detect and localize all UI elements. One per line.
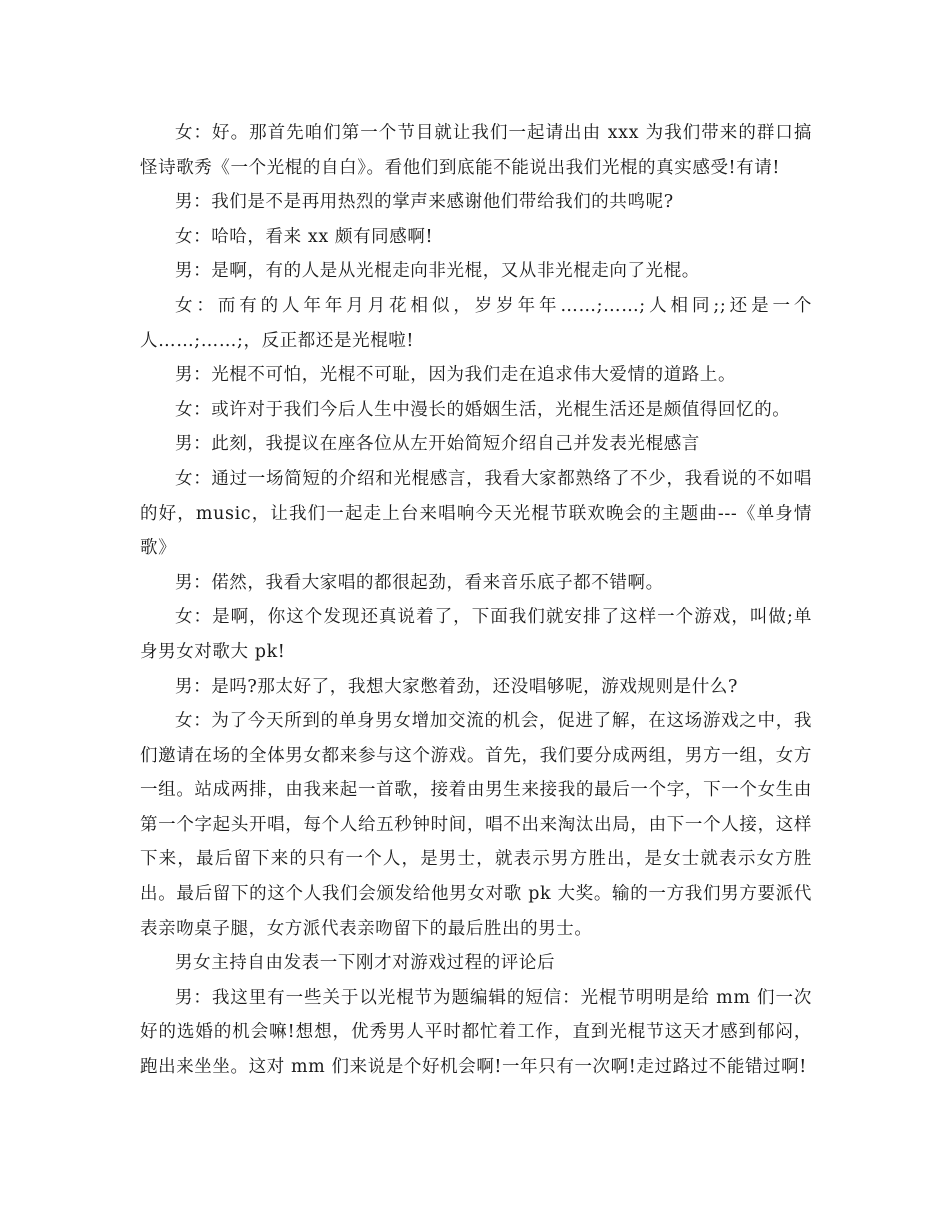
paragraph-7: 女：或许对于我们今后人生中漫长的婚姻生活，光棍生活还是颇值得回忆的。 xyxy=(175,399,791,420)
paragraph-8: 男：此刻，我提议在座各位从左开始简短介绍自己并发表光棍感言 xyxy=(175,434,700,455)
paragraph-15: 男：我这里有一些关于以光棍节为题编辑的短信：光棍节明明是给 mm 们一次好的选婚的机会嘛!想想，优秀男人平时都忙着工作，直到光棍节这天才感到郁闷，跑出来坐坐。这对 mm 们来说是个好机会啊!一年只有一次啊!走过路过不能错过啊! xyxy=(140,987,812,1078)
document-body xyxy=(140,116,812,1085)
paragraph-5: 女：而有的人年年月月花相似，岁岁年年……;……;人相同;;还是一个人……;……;，反正都还是光棍啦! xyxy=(140,295,812,351)
paragraph-1: 女：好。那首先咱们第一个节目就让我们一起请出由 xxx 为我们带来的群口搞怪诗歌秀《一个光棍的自白》。看他们到底能不能说出我们光棍的真实感受!有请! xyxy=(140,123,812,178)
paragraph-3: 女：哈哈，看来 xx 颇有同感啊! xyxy=(175,226,434,247)
paragraph-4: 男：是啊，有的人是从光棍走向非光棍，又从非光棍走向了光棍。 xyxy=(175,261,700,282)
paragraph-13: 女：为了今天所到的单身男女增加交流的机会，促进了解，在这场游戏之中，我们邀请在场的全体男女都来参与这个游戏。首先，我们要分成两组，男方一组，女方一组。站成两排，由我来起一首歌，接着由男生来接我的最后一个字，下一个女生由第一个字起头开唱，每个人给五秒钟时间，唱不出来淘汰出局，由下一个人接，这样下来，最后留下来的只有一个人，是男士，就表示男方胜出，是女士就表示女方胜出。最后留下的这个人我们会颁发给他男女对歌 pk 大奖。输的一方我们男方要派代表亲吻桌子腿，女方派代表亲吻留下的最后胜出的男士。 xyxy=(140,711,812,939)
paragraph-11: 女：是啊，你这个发现还真说着了，下面我们就安排了这样一个游戏，叫做;单身男女对歌大 pk! xyxy=(140,607,812,662)
paragraph-10: 男：偌然，我看大家唱的都很起劲，看来音乐底子都不错啊。 xyxy=(175,572,664,593)
paragraph-2: 男：我们是不是再用热烈的掌声来感谢他们带给我们的共鸣呢? xyxy=(175,192,674,213)
paragraph-6: 男：光棍不可怕，光棍不可耻，因为我们走在追求伟大爱情的道路上。 xyxy=(175,365,737,386)
paragraph-14: 男女主持自由发表一下刚才对游戏过程的评论后 xyxy=(175,953,556,974)
paragraph-12: 男：是吗?那太好了，我想大家憋着劲，还没唱够呢，游戏规则是什么? xyxy=(175,676,738,697)
paragraph-9: 女：通过一场简短的介绍和光棍感言，我看大家都熟络了不少，我看说的不如唱的好，music，让我们一起走上台来唱响今天光棍节联欢晚会的主题曲---《单身情歌》 xyxy=(140,468,812,559)
